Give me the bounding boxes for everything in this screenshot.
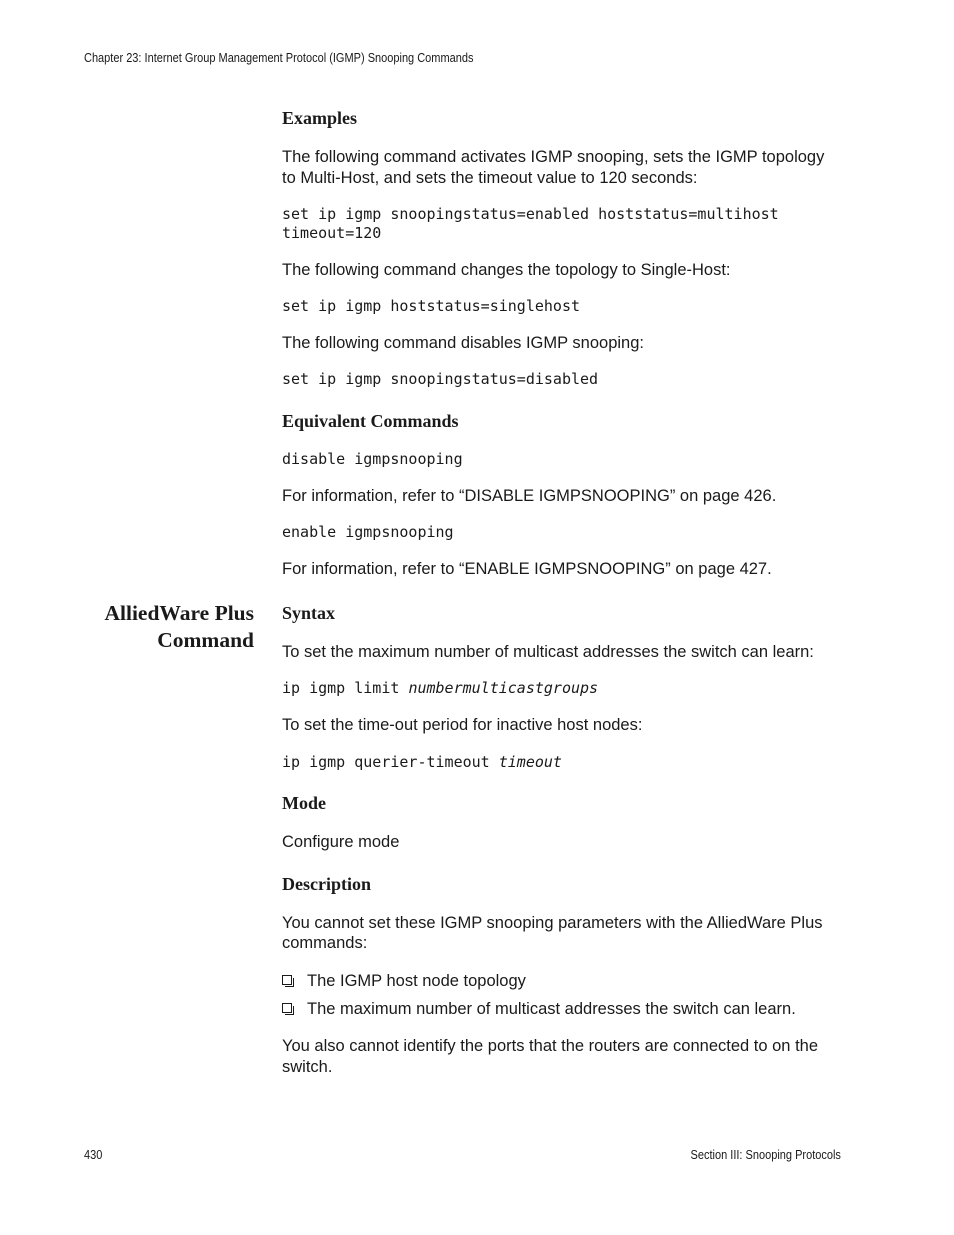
mode-heading: Mode <box>282 793 326 813</box>
example-command-1-line-2: timeout=120 <box>282 224 382 242</box>
examples-intro-line-2: to Multi-Host, and sets the timeout value to 120 seconds: <box>282 169 698 187</box>
syntax-command-1-keyword: ip igmp limit <box>282 679 409 697</box>
alliedware-plus-section-title <box>104 600 254 654</box>
syntax-command-2-argument: timeout <box>498 753 562 771</box>
example-command-1-line-1: set ip igmp snoopingstatus=enabled hoststatus=multihost <box>282 205 779 223</box>
syntax-command-1 <box>282 679 598 698</box>
equivalent-commands-heading: Equivalent Commands <box>282 411 459 431</box>
running-footer-section: Section III: Snooping Protocols <box>690 1148 841 1162</box>
syntax-command-1-argument: numbermulticastgroups <box>408 679 599 697</box>
description-line-2: commands: <box>282 934 368 952</box>
list-item <box>282 999 796 1020</box>
closing-line-2: switch. <box>282 1058 333 1076</box>
syntax-heading: Syntax <box>282 603 336 623</box>
examples-text-2: The following command changes the topology to Single-Host: <box>282 261 731 279</box>
examples-text-3: The following command disables IGMP snooping: <box>282 334 644 352</box>
checkbox-bullet-icon <box>282 1003 292 1013</box>
list-item-text: The IGMP host node topology <box>307 972 526 990</box>
description-line-1: You cannot set these IGMP snooping parameters with the AlliedWare Plus <box>282 914 823 932</box>
equivalent-reference-2: For information, refer to “ENABLE IGMPSNOOPING” on page 427. <box>282 560 772 578</box>
syntax-command-2 <box>282 753 562 772</box>
equivalent-command-2: enable igmpsnooping <box>282 523 454 541</box>
example-command-2: set ip igmp hoststatus=singlehost <box>282 297 581 315</box>
section-title-line-2: Command <box>157 628 254 652</box>
list-item-text: The maximum number of multicast addresses the switch can learn. <box>307 1000 796 1018</box>
syntax-text-1: To set the maximum number of multicast addresses the switch can learn: <box>282 643 814 661</box>
mode-text: Configure mode <box>282 833 400 851</box>
examples-intro-line-1: The following command activates IGMP snooping, sets the IGMP topology <box>282 148 825 166</box>
list-item <box>282 971 526 992</box>
syntax-text-2: To set the time-out period for inactive host nodes: <box>282 716 643 734</box>
running-header: Chapter 23: Internet Group Management Protocol (IGMP) Snooping Commands <box>84 51 474 65</box>
checkbox-bullet-icon <box>282 975 292 985</box>
syntax-command-2-keyword: ip igmp querier-timeout <box>282 753 499 771</box>
equivalent-command-1: disable igmpsnooping <box>282 450 463 468</box>
example-command-3: set ip igmp snoopingstatus=disabled <box>282 370 599 388</box>
examples-heading: Examples <box>282 108 358 128</box>
closing-line-1: You also cannot identify the ports that the routers are connected to on the <box>282 1037 819 1055</box>
page-number: 430 <box>84 1148 103 1162</box>
equivalent-reference-1: For information, refer to “DISABLE IGMPSNOOPING” on page 426. <box>282 487 777 505</box>
description-heading: Description <box>282 874 371 894</box>
section-title-line-1: AlliedWare Plus <box>104 601 254 625</box>
